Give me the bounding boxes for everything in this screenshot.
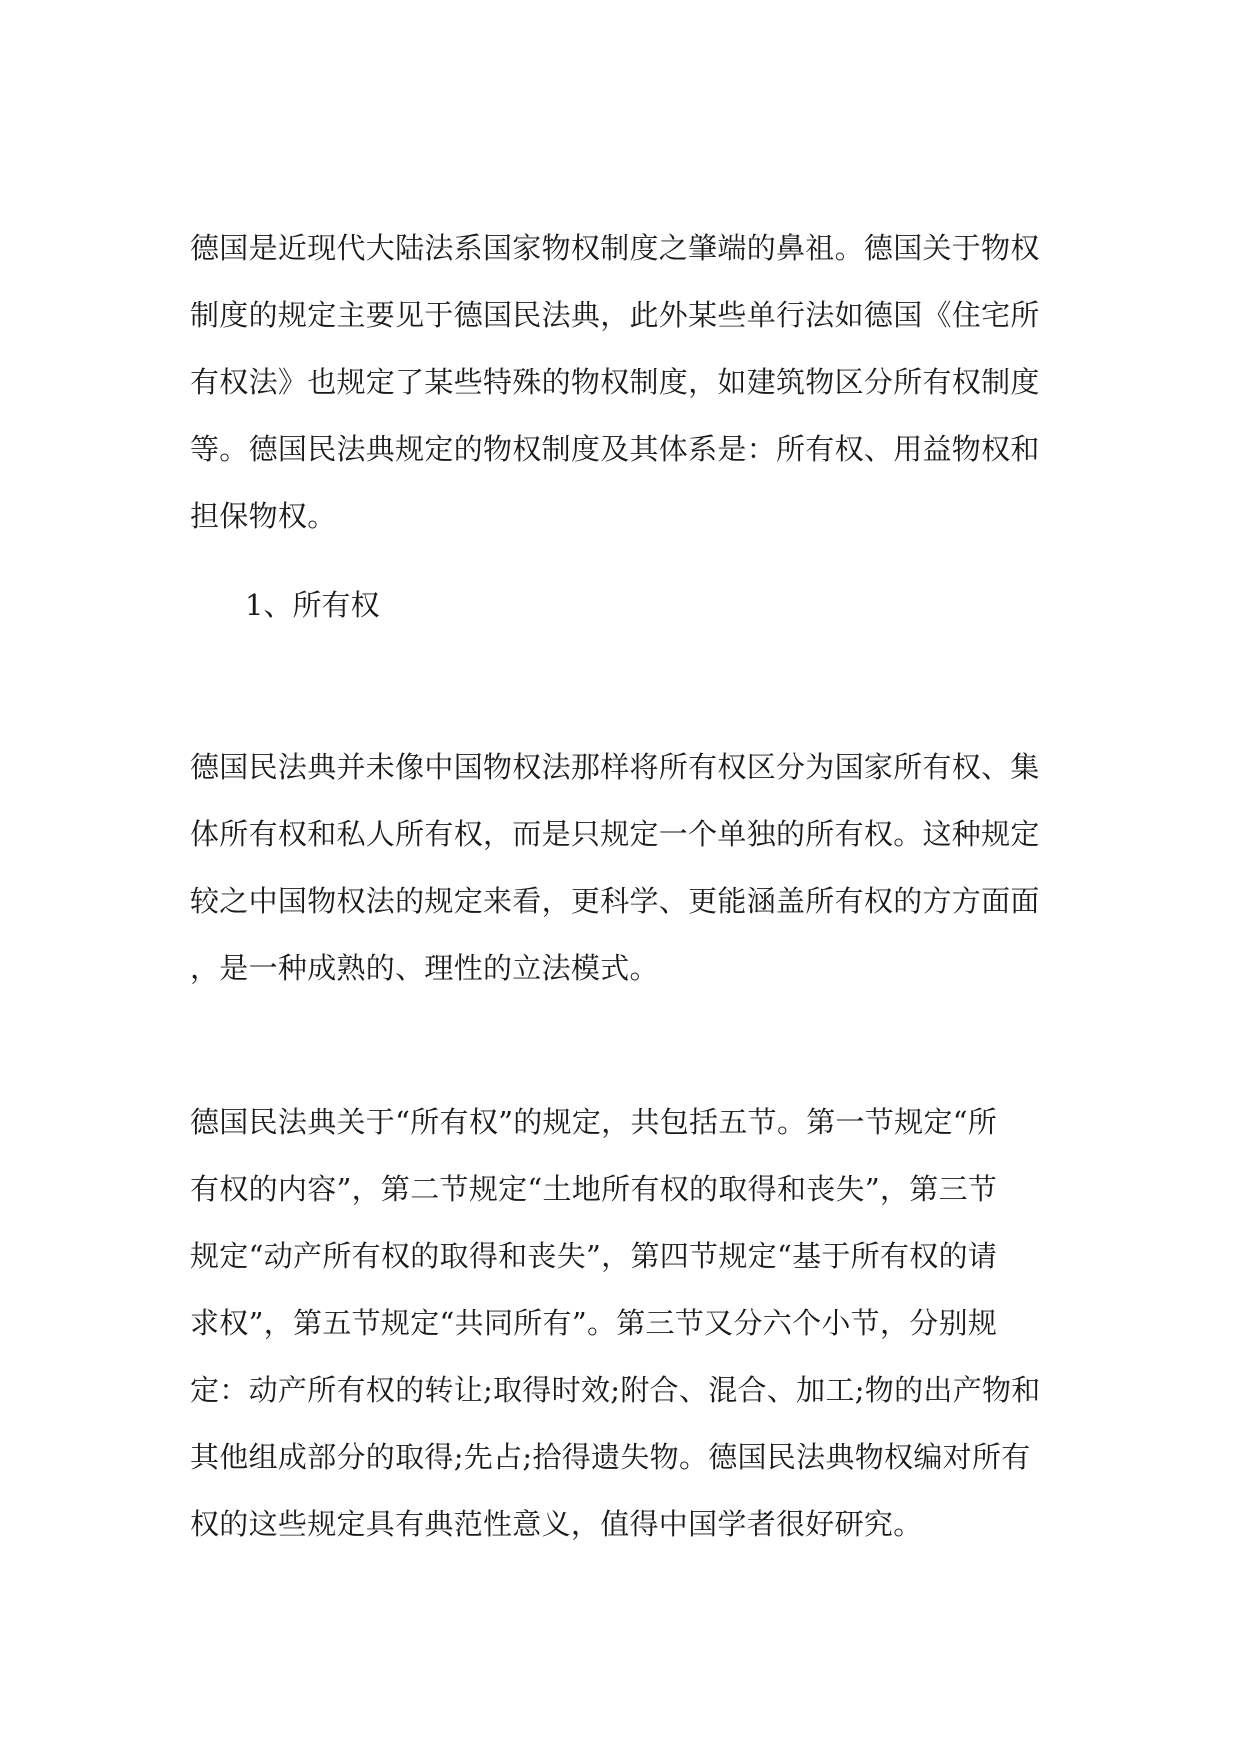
paragraph-line: 德国是近现代大陆法系国家物权制度之肇端的鼻祖。德国关于物权 bbox=[190, 231, 1040, 265]
paragraph-line: 求权”，第五节规定“共同所有”。第三节又分六个小节，分别规 bbox=[190, 1306, 998, 1340]
paragraph-line: 体所有权和私人所有权，而是只规定一个单独的所有权。这种规定 bbox=[190, 817, 1040, 851]
paragraph-ownership-sections bbox=[190, 1089, 1050, 1558]
paragraph-line: 规定“动产所有权的取得和丧失”，第四节规定“基于所有权的请 bbox=[190, 1239, 998, 1273]
paragraph-ownership-types bbox=[190, 734, 1050, 1002]
paragraph-line: 担保物权。 bbox=[190, 499, 337, 533]
paragraph-intro bbox=[190, 215, 1050, 550]
paragraph-line: 德国民法典关于“所有权”的规定，共包括五节。第一节规定“所 bbox=[190, 1105, 998, 1139]
paragraph-line: 其他组成部分的取得;先占;拾得遗失物。德国民法典物权编对所有 bbox=[190, 1440, 1031, 1474]
paragraph-line: 权的这些规定具有典范性意义，值得中国学者很好研究。 bbox=[190, 1507, 923, 1541]
paragraph-line: 较之中国物权法的规定来看，更科学、更能涵盖所有权的方方面面 bbox=[190, 884, 1040, 918]
paragraph-line: 德国民法典并未像中国物权法那样将所有权区分为国家所有权、集 bbox=[190, 750, 1040, 784]
paragraph-line: 有权的内容”，第二节规定“土地所有权的取得和丧失”，第三节 bbox=[190, 1172, 998, 1206]
paragraph-line: 制度的规定主要见于德国民法典，此外某些单行法如德国《住宅所 bbox=[190, 298, 1040, 332]
paragraph-line: ，是一种成熟的、理性的立法模式。 bbox=[190, 951, 659, 985]
paragraph-line: 等。德国民法典规定的物权制度及其体系是：所有权、用益物权和 bbox=[190, 432, 1040, 466]
section-heading: 1、所有权 bbox=[245, 588, 380, 622]
paragraph-line: 定：动产所有权的转让;取得时效;附合、混合、加工;物的出产物和 bbox=[190, 1373, 1041, 1407]
paragraph-line: 有权法》也规定了某些特殊的物权制度，如建筑物区分所有权制度 bbox=[190, 365, 1040, 399]
